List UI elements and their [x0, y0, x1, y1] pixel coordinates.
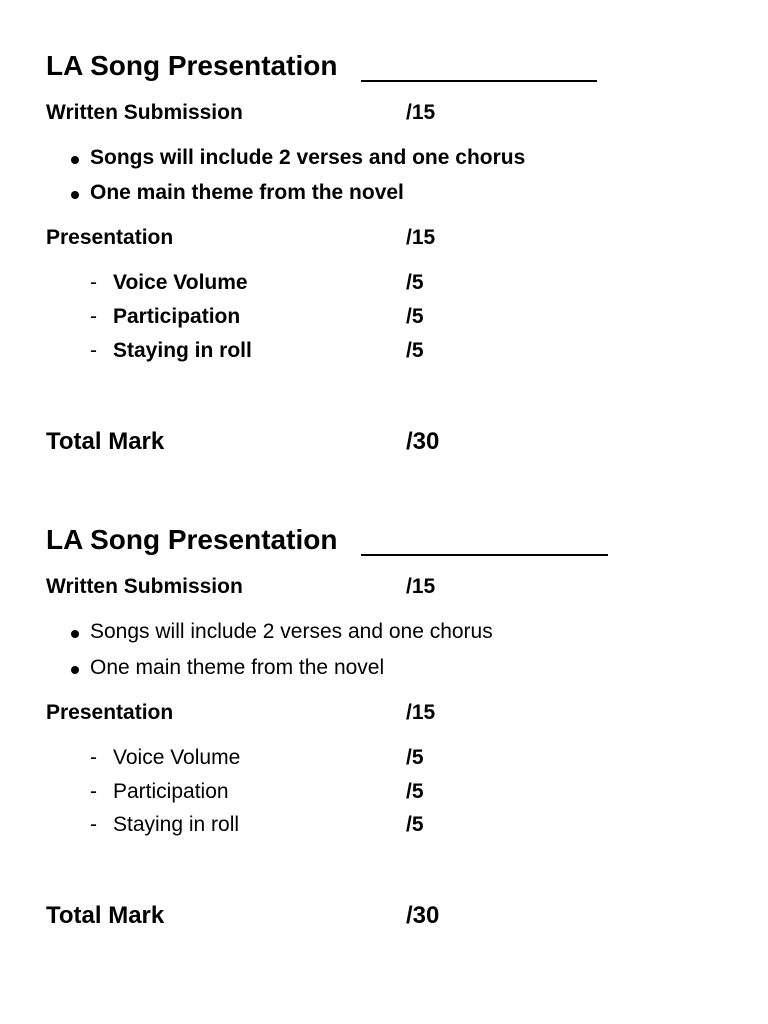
section-title: LA Song Presentation [46, 50, 338, 81]
dash-marker: - [90, 780, 97, 803]
sub-item-score: /5 [406, 271, 424, 294]
section-title: LA Song Presentation [46, 524, 338, 555]
sub-item-score: /5 [406, 305, 424, 328]
sub-item-score: /5 [406, 339, 424, 362]
sub-item-label: Staying in roll [113, 339, 252, 362]
bullet-dot-icon [71, 191, 79, 199]
total-mark-label: Total Mark [46, 428, 165, 455]
sub-item-score: /5 [406, 746, 424, 769]
sub-item-label: Voice Volume [113, 746, 241, 769]
name-blank-line [361, 554, 608, 556]
total-mark-score: /30 [406, 428, 440, 455]
sub-item-score: /5 [406, 780, 424, 803]
dash-marker: - [90, 339, 97, 362]
bullet-item: Songs will include 2 verses and one chorus [90, 620, 493, 643]
sub-item-label: Staying in roll [113, 813, 240, 836]
written-submission-score: /15 [406, 101, 436, 124]
written-submission-label: Written Submission [46, 101, 243, 124]
written-submission-label: Written Submission [46, 575, 243, 598]
sub-item-label: Participation [113, 305, 241, 328]
bullet-dot-icon [71, 630, 79, 638]
dash-marker: - [90, 746, 97, 769]
bullet-dot-icon [71, 666, 79, 674]
bullet-dot-icon [71, 156, 79, 164]
dash-marker: - [90, 305, 97, 328]
presentation-label: Presentation [46, 226, 174, 249]
name-blank-line [361, 80, 597, 82]
dash-marker: - [90, 271, 97, 294]
written-submission-score: /15 [406, 575, 436, 598]
sub-item-label: Voice Volume [113, 271, 248, 294]
dash-marker: - [90, 813, 97, 836]
bullet-item: One main theme from the novel [90, 656, 385, 679]
presentation-label: Presentation [46, 701, 174, 724]
presentation-score: /15 [406, 701, 436, 724]
bullet-item: One main theme from the novel [90, 181, 404, 204]
sub-item-score: /5 [406, 813, 424, 836]
bullet-item: Songs will include 2 verses and one chorus [90, 146, 526, 169]
sub-item-label: Participation [113, 780, 229, 803]
total-mark-label: Total Mark [46, 902, 165, 929]
presentation-score: /15 [406, 226, 436, 249]
total-mark-score: /30 [406, 902, 440, 929]
